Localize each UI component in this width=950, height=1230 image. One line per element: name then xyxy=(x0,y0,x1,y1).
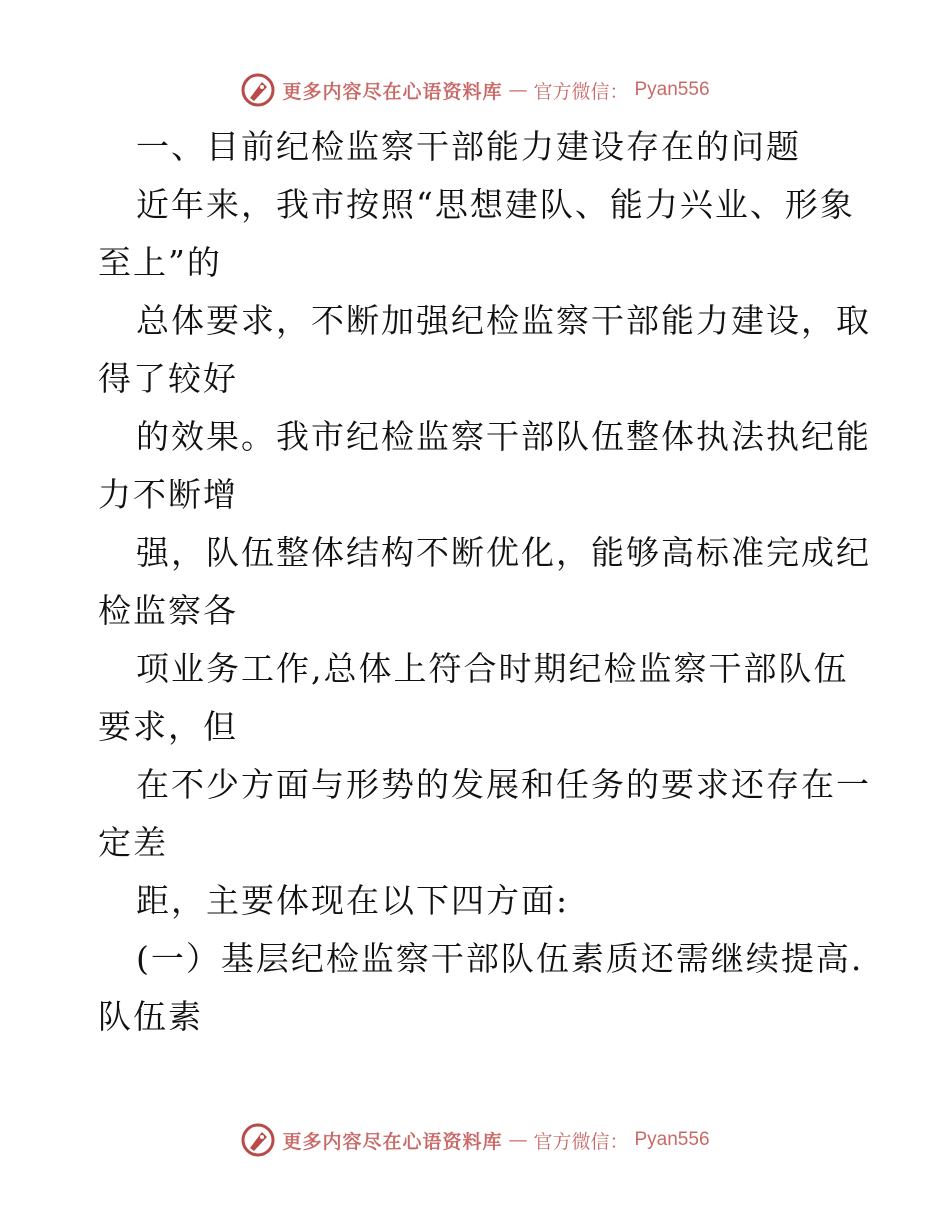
text-line: 总体要求，不断加强纪检监察干部能力建设，取 xyxy=(136,301,871,340)
watermark-label: 官方微信： xyxy=(533,1130,629,1153)
text-line: (一）基层纪检监察干部队伍素质还需继续提高. xyxy=(136,939,864,978)
text-line: 定差 xyxy=(98,823,168,862)
text-line: 力不断增 xyxy=(98,475,238,514)
watermark-label: 官方微信： xyxy=(533,80,629,103)
header-watermark xyxy=(0,70,950,110)
text-line: 在不少方面与形势的发展和任务的要求还存在一 xyxy=(136,765,871,804)
watermark-id: Pyan556 xyxy=(634,79,710,100)
text-line: 得了较好 xyxy=(98,359,238,398)
watermark-brand: 更多内容尽在心语资料库 xyxy=(282,80,503,103)
footer-watermark xyxy=(0,1120,950,1160)
text-line: 一、目前纪检监察干部能力建设存在的问题 xyxy=(136,127,801,166)
watermark-separator: — xyxy=(508,1129,528,1151)
text-line: 近年来，我市按照“思想建队、能力兴业、形象 xyxy=(136,185,855,224)
watermark-id: Pyan556 xyxy=(634,1129,710,1150)
text-line: 队伍素 xyxy=(98,997,203,1036)
text-line: 至上”的 xyxy=(98,243,222,282)
pen-nib-logo-icon xyxy=(240,1122,276,1158)
text-line: 的效果。我市纪检监察干部队伍整体执法执纪能 xyxy=(136,417,871,456)
text-line: 距，主要体现在以下四方面: xyxy=(136,881,570,920)
text-line: 项业务工作,总体上符合时期纪检监察干部队伍 xyxy=(136,649,849,688)
watermark-brand: 更多内容尽在心语资料库 xyxy=(282,1130,503,1153)
text-line: 要求，但 xyxy=(98,707,238,746)
text-line: 检监察各 xyxy=(98,591,238,630)
watermark-separator: — xyxy=(508,79,528,101)
text-line: 强，队伍整体结构不断优化，能够高标准完成纪 xyxy=(136,533,871,572)
document-body xyxy=(98,118,871,1046)
pen-nib-logo-icon xyxy=(240,72,276,108)
